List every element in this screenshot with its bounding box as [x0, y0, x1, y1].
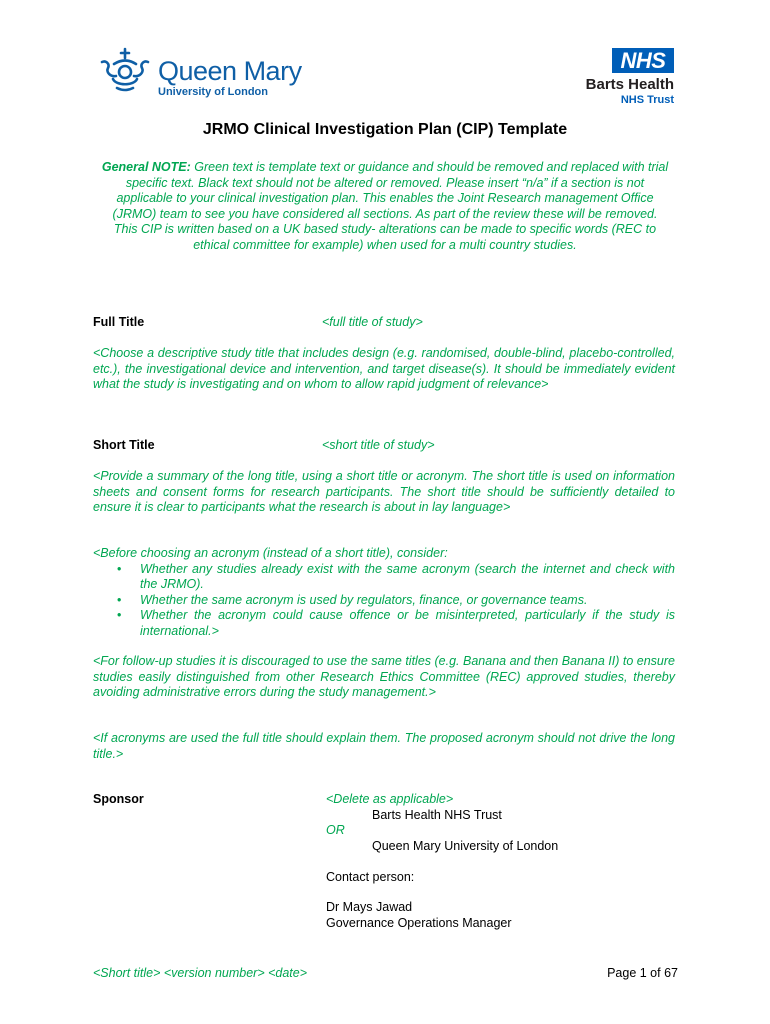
list-item: • Whether the same acronym is used by regulators, finance, or governance teams.: [117, 592, 588, 607]
barts-trust-name: NHS Trust: [620, 94, 674, 106]
acronym-explain-guidance: <If acronyms are used the full title should explain them. The proposed acronym should not drive the long title.>: [93, 731, 675, 761]
document-title: JRMO Clinical Investigation Plan (CIP) Template: [202, 121, 568, 138]
nhs-badge: NHS: [612, 48, 674, 73]
acronym-guidance: [93, 546, 675, 639]
list-item: • Whether the acronym could cause offence or be misinterpreted, particularly if the study is international.>: [117, 608, 675, 638]
full-title-guidance: <Choose a descriptive study title that includes design (e.g. randomised, double-blind, placebo-controlled, etc.), the investigational device and intervention, and target disease(s). It should be immediately evident what the study is investigating and on whom to allow rapid judgment of relevance>: [93, 346, 675, 391]
barts-health-name: Barts Health: [585, 76, 674, 93]
acronym-bullet-list: [93, 562, 675, 640]
qm-name: Queen Mary: [158, 56, 302, 86]
sponsor-option-qmul: Queen Mary University of London: [372, 839, 559, 853]
qm-crown-icon: [96, 46, 154, 94]
contact-name: Dr Mays Jawad: [326, 900, 413, 914]
list-item: • Whether any studies already exist with the same acronym (search the internet and check with the JRMO).: [117, 561, 675, 591]
footer-version: <Short title> <version number> <date>: [93, 966, 308, 980]
short-title-guidance: <Provide a summary of the long title, using a short title or acronym. The short title is used on information sheets and consent forms for research participants. The short title should be sufficiently detailed to ensure it is clear to participants what the research is about in lay language>: [93, 469, 675, 514]
contact-label: Contact person:: [326, 870, 415, 884]
acronym-guidance-intro: <Before choosing an acronym (instead of a short title), consider:: [93, 546, 448, 560]
follow-up-guidance: <For follow-up studies it is discouraged to use the same titles (e.g. Banana and then Banana II) to ensure studies easily distinguished from other Research Ethics Committee (REC) approved studies, thereby avoiding administrative errors during the study management.>: [93, 654, 675, 699]
sponsor-delete-note: <Delete as applicable>: [326, 792, 454, 806]
contact-role: Governance Operations Manager: [326, 916, 512, 930]
sponsor-or: OR: [326, 823, 345, 837]
page-number: Page 1 of 67: [607, 966, 678, 980]
sponsor-label: Sponsor: [93, 792, 144, 806]
qm-subtitle: University of London: [158, 86, 268, 98]
general-note-lead: General NOTE:: [101, 160, 191, 174]
short-title-placeholder: <short title of study>: [322, 438, 435, 452]
general-note-text: Green text is template text or guidance and should be removed and replaced with trial specific text. Black text should not be altered or removed. Please insert “n/a” if a section is not applicable to your clinical investigation plan. This enables the Joint Research management Office (JRMO) team to see you have considered all sections. As part of the review these will be removed.: [112, 160, 669, 221]
full-title-label: Full Title: [93, 315, 145, 329]
general-note-text-2: This CIP is written based on a UK based study- alterations can be made to specific words (REC to ethical committee for example) when used for a multi country studies.: [113, 222, 657, 252]
short-title-label: Short Title: [93, 438, 155, 452]
sponsor-option-barts: Barts Health NHS Trust: [372, 808, 502, 822]
general-note: [96, 160, 674, 253]
full-title-placeholder: <full title of study>: [322, 315, 423, 329]
